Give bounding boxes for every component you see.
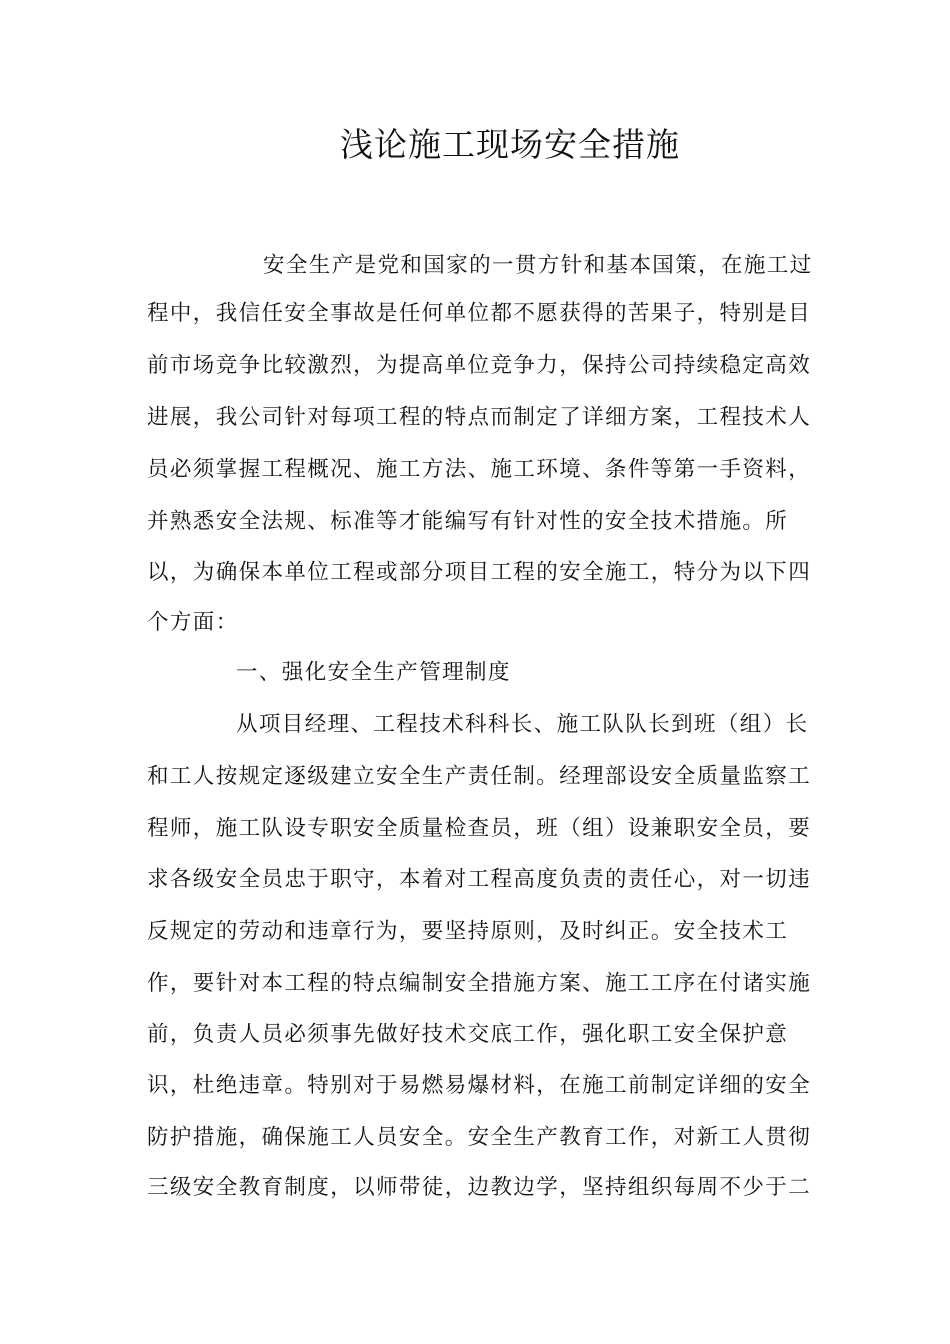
- body-line: 个方面：: [147, 610, 239, 635]
- body-line: 求各级安全员忠于职守，本着对工程高度负责的责任心，对一切违: [147, 867, 812, 892]
- document-title: 浅论施工现场安全措施: [340, 125, 680, 164]
- section-heading: 一、强化安全生产管理制度: [236, 660, 511, 685]
- body-line: 程中，我信任安全事故是任何单位都不愿获得的苦果子，特别是目: [147, 301, 812, 326]
- body-line: 防护措施，确保施工人员安全。安全生产教育工作，对新工人贯彻: [147, 1125, 812, 1150]
- body-line: 并熟悉安全法规、标准等才能编写有针对性的安全技术措施。所: [147, 509, 789, 534]
- body-line: 安全生产是党和国家的一贯方针和基本国策，在施工过: [263, 253, 813, 278]
- body-line: 三级安全教育制度，以师带徒，边教边学，坚持组织每周不少于二: [147, 1175, 812, 1200]
- body-line: 识，杜绝违章。特别对于易燃易爆材料，在施工前制定详细的安全: [147, 1073, 812, 1098]
- body-line: 以，为确保本单位工程或部分项目工程的安全施工，特分为以下四: [147, 560, 812, 585]
- body-line: 程师，施工队设专职安全质量检查员，班（组）设兼职安全员，要: [147, 816, 812, 841]
- body-line: 作，要针对本工程的特点编制安全措施方案、施工工序在付诸实施: [147, 971, 812, 996]
- body-line: 前，负责人员必须事先做好技术交底工作，强化职工安全保护意: [147, 1022, 789, 1047]
- body-line: 员必须掌握工程概况、施工方法、施工环境、条件等第一手资料，: [147, 457, 812, 482]
- body-line: 从项目经理、工程技术科科长、施工队队长到班（组）长: [236, 712, 809, 737]
- body-line: 反规定的劳动和违章行为，要坚持原则，及时纠正。安全技术工: [147, 919, 789, 944]
- body-line: 进展，我公司针对每项工程的特点而制定了详细方案，工程技术人: [147, 405, 812, 430]
- body-line: 前市场竞争比较激烈，为提高单位竞争力，保持公司持续稳定高效: [147, 353, 812, 378]
- body-line: 和工人按规定逐级建立安全生产责任制。经理部设安全质量监察工: [147, 764, 812, 789]
